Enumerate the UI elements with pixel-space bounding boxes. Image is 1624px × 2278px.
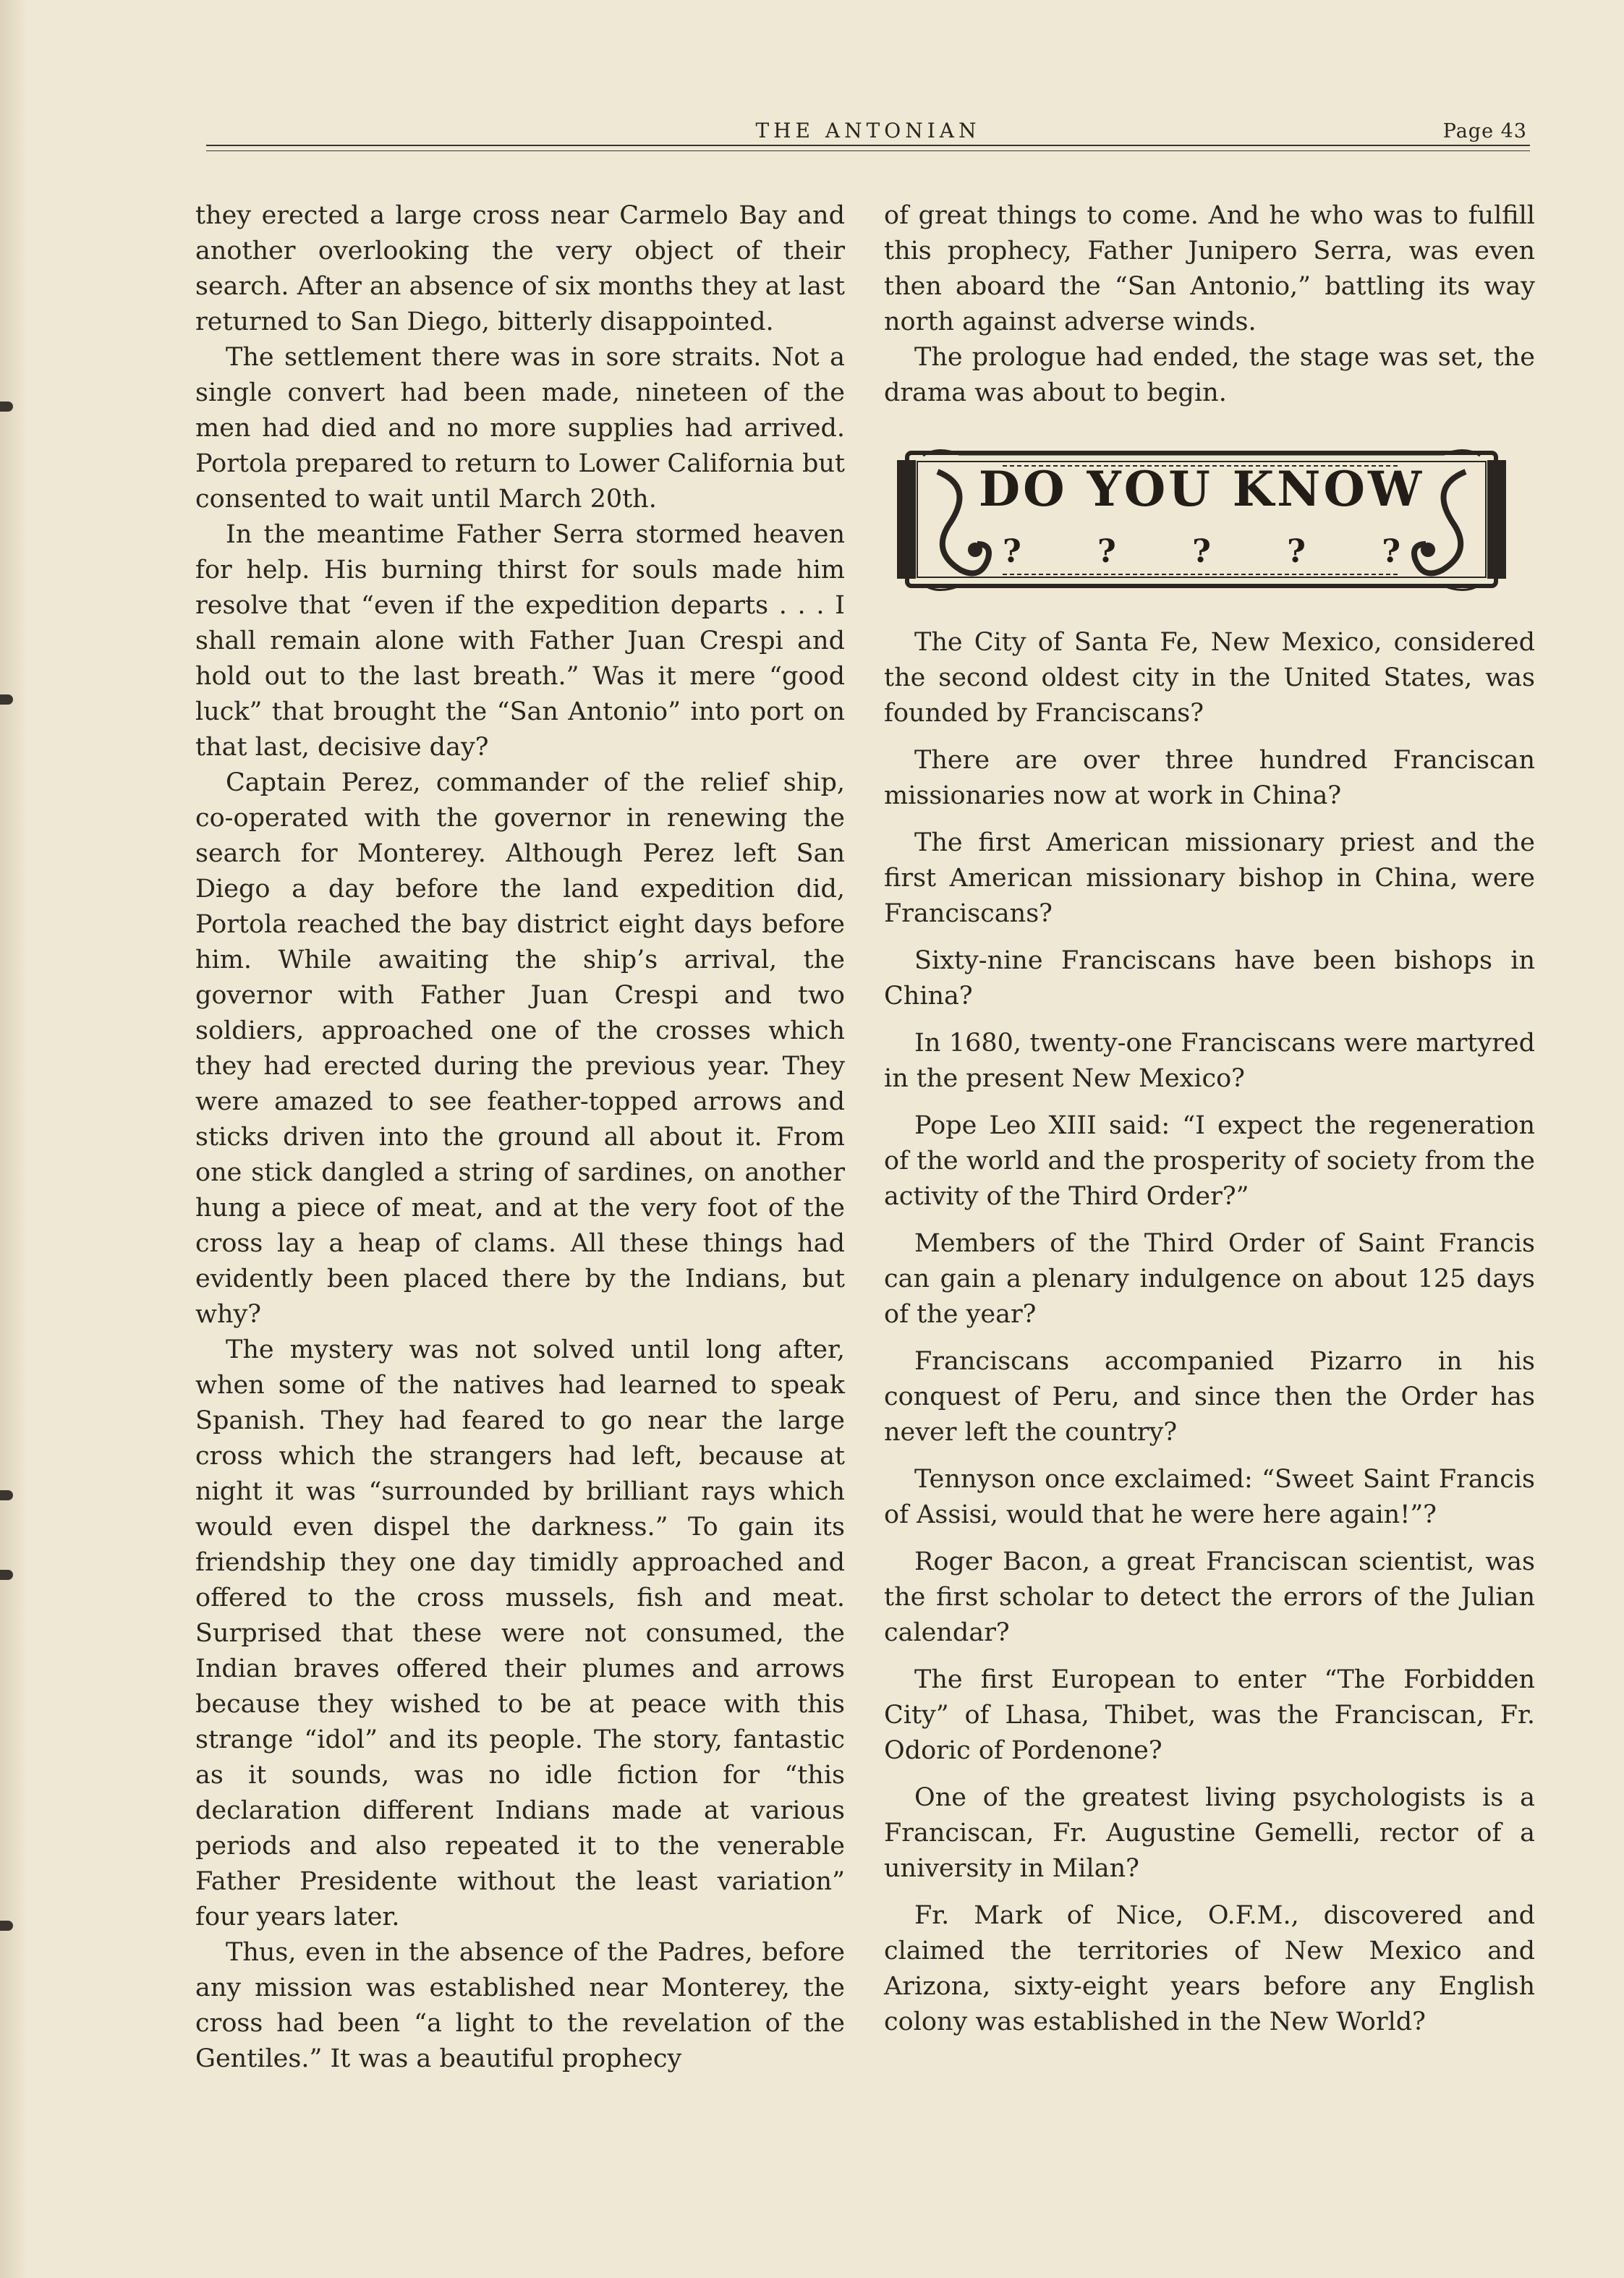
- fact-item: Members of the Third Order of Saint Francis can gain a plenary indulgence on about 125 days of the year?: [884, 1229, 1535, 1329]
- fact-item: There are over three hundred Franciscan missionaries now at work in China?: [884, 746, 1535, 810]
- fact-item: One of the greatest living psychologists is a Franciscan, Fr. Augustine Gemelli, rector of a university in Milan?: [884, 1783, 1535, 1883]
- paragraph: Captain Perez, commander of the relief ship, co-operated with the governor in renewing the search for Monterey. Although Perez left San Diego a day before the land expedition did, Portola reached the bay district eight days before him. While awaiting the ship’s arrival, the governor with Father Juan Crespi and two soldiers, approached one of the crosses which they had erected during the previous year. They were amazed to see feather-topped arrows and sticks driven into the ground all about it. From one stick dangled a string of sardines, on another hung a piece of meat, and at the very foot of the cross lay a heap of clams. All these things had evidently been placed there by the Indians, but why?: [195, 768, 845, 1329]
- binding-notch: [0, 694, 13, 705]
- magazine-title: THE ANTONIAN: [755, 119, 981, 143]
- header-rule-thin: [206, 150, 1530, 151]
- banner-title: DO YOU KNOW: [978, 461, 1425, 517]
- paragraph: Thus, even in the absence of the Padres, before any mission was established near Monterey, the cross had been “a light to the revelation of the Gentiles.” It was a beautiful prophecy: [195, 1938, 845, 2073]
- header-rule: [206, 145, 1530, 146]
- fact-item: Sixty-nine Franciscans have been bishops in China?: [884, 946, 1535, 1011]
- page-number: Page 43: [1442, 120, 1527, 143]
- binding-notch: [0, 1490, 13, 1500]
- right-column: [884, 198, 1535, 2052]
- binding-notch: [0, 1921, 13, 1931]
- paragraph: of great things to come. And he who was to fulfill this prophecy, Father Junipero Serra, was even then aboard the “San Antonio,” battling its way north against adverse winds.: [884, 201, 1535, 336]
- question-mark: ?: [1097, 533, 1116, 570]
- fact-item: Roger Bacon, a great Franciscan scientist, was the first scholar to detect the errors of the Julian calendar?: [884, 1547, 1535, 1647]
- fact-item: The first European to enter “The Forbidden City” of Lhasa, Thibet, was the Franciscan, Fr. Odoric of Pordenone?: [884, 1665, 1535, 1765]
- article-continuation: [884, 198, 1535, 411]
- question-mark: ?: [1003, 533, 1021, 570]
- do-you-know-list: [884, 625, 1535, 2040]
- paragraph: they erected a large cross near Carmelo Bay and another overlooking the very object of their search. After an absence of six months they at last returned to San Diego, bitterly disappointed.: [195, 201, 845, 336]
- paragraph: The mystery was not solved until long after, when some of the natives had learned to speak Spanish. They had feared to go near the large cross which the strangers had left, because at night it was “surrounded by brilliant rays which would even dispel the darkness.” To gain its friendship they one day timidly approached and offered to the cross mussels, fish and meat. Surprised that these were not consumed, the Indian braves offered their plumes and arrows because they wished to be at peace with this strange “idol” and its people. The story, fantastic as it sounds, was no idle fiction for “this declaration different Indians made at various periods and also repeated it to the venerable Father Presidente without the least variation” four years later.: [195, 1335, 845, 1931]
- fact-item: Fr. Mark of Nice, O.F.M., discovered and claimed the territories of New Mexico and Arizona, sixty-eight years before any English colony was established in the New World?: [884, 1901, 1535, 2036]
- question-mark: ?: [1192, 533, 1211, 570]
- page-binding-edge: [0, 0, 29, 2278]
- question-mark: ?: [1287, 533, 1306, 570]
- binding-notch: [0, 1570, 13, 1580]
- fact-item: The first American missionary priest and the first American missionary bishop in China, were Franciscans?: [884, 828, 1535, 928]
- fact-item: The City of Santa Fe, New Mexico, considered the second oldest city in the United States, was founded by Franciscans?: [884, 628, 1535, 728]
- question-mark: ?: [1382, 533, 1400, 570]
- paragraph: The settlement there was in sore straits. Not a single convert had been made, nineteen of the men had died and no more supplies had arrived. Portola prepared to return to Lower California but consented to wait until March 20th.: [195, 343, 845, 514]
- paragraph: The prologue had ended, the stage was set, the drama was about to begin.: [884, 343, 1535, 407]
- banner-question-marks: [1003, 534, 1400, 569]
- fact-item: Tennyson once exclaimed: “Sweet Saint Francis of Assisi, would that he were here again!”?: [884, 1465, 1535, 1529]
- binding-notch: [0, 401, 13, 412]
- fact-item: Pope Leo XIII said: “I expect the regeneration of the world and the prosperity of society from the activity of the Third Order?”: [884, 1111, 1535, 1211]
- fact-item: In 1680, twenty-one Franciscans were martyred in the present New Mexico?: [884, 1029, 1535, 1093]
- fact-item: Franciscans accompanied Pizarro in his conquest of Peru, and since then the Order has never left the country?: [884, 1347, 1535, 1447]
- left-column: [195, 198, 845, 2077]
- do-you-know-banner: [894, 443, 1509, 596]
- page-header: [206, 116, 1530, 153]
- paragraph: In the meantime Father Serra stormed heaven for help. His burning thirst for souls made him resolve that “even if the expedition departs . . . I shall remain alone with Father Juan Crespi and hold out to the last breath.” Was it mere “good luck” that brought the “San Antonio” into port on that last, decisive day?: [195, 520, 845, 762]
